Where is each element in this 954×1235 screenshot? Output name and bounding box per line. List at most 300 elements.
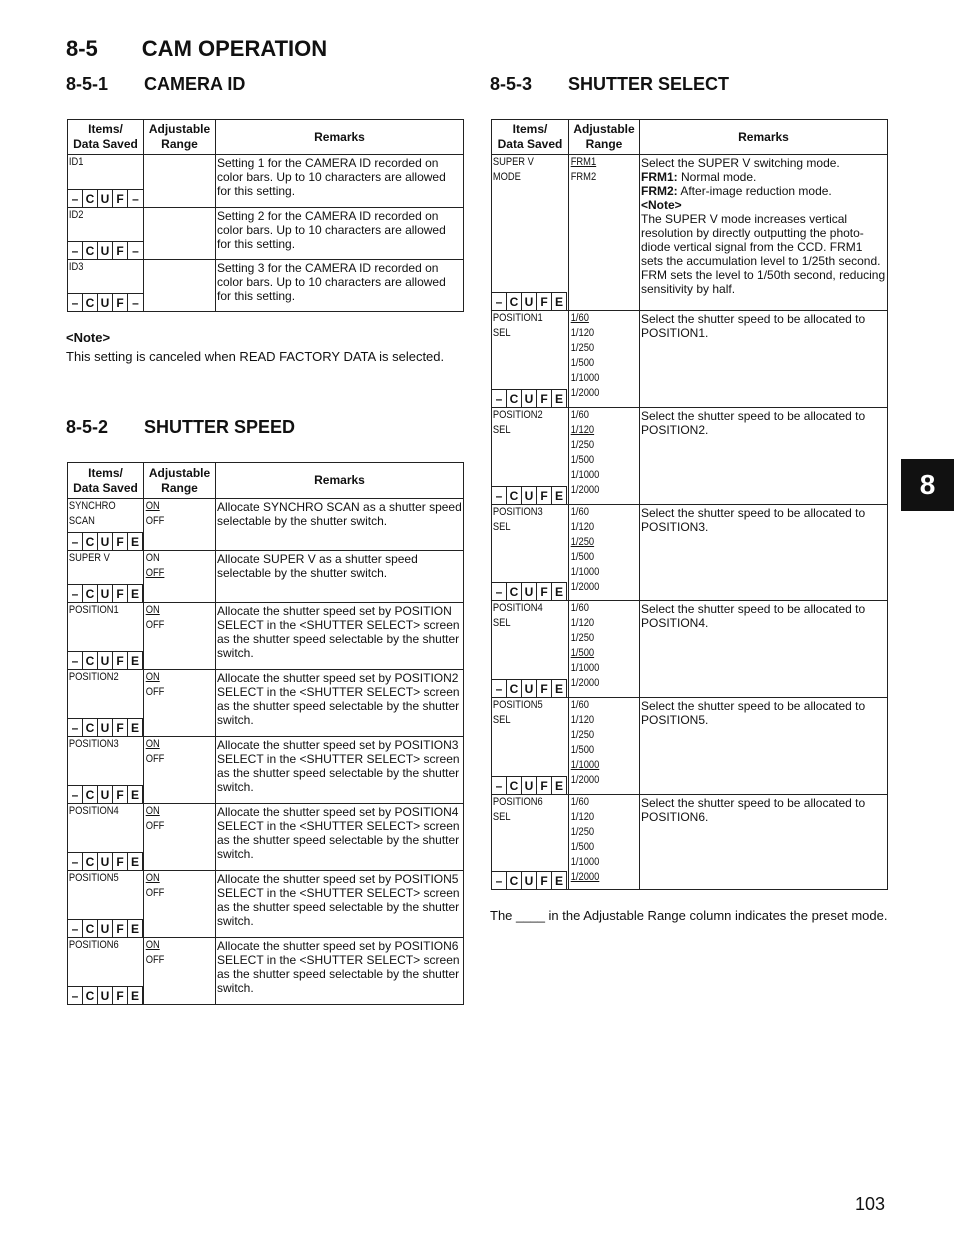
flag-cell: C — [83, 584, 98, 602]
data-saved-flags — [492, 582, 567, 600]
item-cell — [492, 311, 569, 408]
remarks-text: Allocate SUPER V as a shutter speed selectable by the shutter switch. — [217, 552, 418, 580]
flag-cell: U — [98, 651, 113, 669]
remarks-text: Allocate the shutter speed set by POSITION5 SELECT in the <SHUTTER SELECT> screen as the shutter speed selectable by the shutter switch. — [217, 872, 460, 928]
table-row — [68, 871, 464, 938]
range-option-preset: 1/250 — [570, 536, 595, 548]
range-option: 1/120 — [570, 811, 595, 823]
table-row — [492, 408, 888, 505]
flag-cell: U — [98, 986, 113, 1004]
flag-cell: C — [83, 986, 98, 1004]
range-cell — [569, 795, 640, 890]
item-name-line: POSITION6 — [492, 796, 543, 808]
range-option-preset: 1/60 — [570, 312, 589, 324]
flag-cell: – — [492, 776, 507, 794]
header-range: Adjustable Range — [144, 463, 216, 499]
flag-cell: U — [522, 389, 537, 407]
item-name: ID1 — [68, 156, 84, 168]
shutter-speed-table — [67, 462, 464, 1005]
range-option: 1/1000 — [570, 372, 600, 384]
range-option: 1/500 — [570, 551, 595, 563]
range-option: 1/500 — [570, 454, 595, 466]
range-option: 1/120 — [570, 714, 595, 726]
remarks-plain: Normal mode. — [677, 170, 757, 184]
flag-cell: U — [98, 785, 113, 803]
flag-cell: U — [98, 919, 113, 937]
item-name — [492, 601, 557, 631]
table-row — [68, 938, 464, 1005]
table-row — [68, 670, 464, 737]
item-name — [68, 551, 132, 566]
flag-cell: U — [522, 776, 537, 794]
flag-cell: F — [113, 986, 128, 1004]
item-cell — [492, 601, 569, 698]
range-option: 1/250 — [570, 632, 595, 644]
remarks-text: Setting 3 for the CAMERA ID recorded on color bars. Up to 10 characters are allowed for this setting. — [217, 261, 446, 303]
flag-cell: U — [98, 241, 113, 259]
remarks-cell — [640, 408, 888, 505]
range-cell — [144, 603, 216, 670]
remarks-line — [641, 184, 886, 198]
range-option-preset: ON — [145, 939, 160, 951]
preset-footnote: The ____ in the Adjustable Range column indicates the preset mode. — [490, 908, 888, 923]
flag-cell: – — [68, 532, 83, 550]
flag-cell: U — [522, 486, 537, 504]
range-option: 1/60 — [570, 506, 589, 518]
range-option: 1/250 — [570, 439, 595, 451]
data-saved-flags — [492, 486, 567, 504]
range-option: 1/1000 — [570, 469, 600, 481]
table-row — [68, 737, 464, 804]
camera-id-table — [67, 119, 464, 312]
flag-cell: E — [128, 986, 143, 1004]
flag-cell: C — [83, 651, 98, 669]
flag-cell: – — [68, 241, 83, 259]
table-row — [68, 155, 464, 208]
table-row — [492, 505, 888, 601]
section-heading-camera-id: 8-5-1 CAMERA ID — [66, 74, 246, 94]
flag-cell: F — [113, 532, 128, 550]
flag-cell: C — [507, 389, 522, 407]
remarks-text: Select the shutter speed to be allocated to POSITION3. — [641, 506, 866, 534]
item-name — [492, 408, 557, 438]
item-cell — [492, 505, 569, 601]
remarks-cell — [216, 670, 464, 737]
item-name-line: SYNCHRO — [68, 500, 116, 512]
flag-cell: – — [128, 189, 143, 207]
chapter-tab: 8 — [901, 459, 954, 511]
flag-cell: C — [507, 776, 522, 794]
item-name-line: POSITION5 — [68, 872, 119, 884]
range-option: 1/120 — [570, 617, 595, 629]
note-heading: <Note> — [66, 330, 111, 345]
item-name-line: SEL — [492, 521, 511, 533]
item-name: ID3 — [68, 261, 84, 273]
data-saved-flags — [68, 189, 158, 207]
range-option: 1/2000 — [570, 581, 600, 593]
remarks-cell — [640, 795, 888, 890]
data-saved-flags — [68, 986, 143, 1004]
remarks-text: Setting 2 for the CAMERA ID recorded on color bars. Up to 10 characters are allowed for this setting. — [217, 209, 446, 251]
range-option: 1/2000 — [570, 484, 600, 496]
page-title: 8-5 CAM OPERATION — [66, 36, 328, 61]
remarks-text: Select the shutter speed to be allocated to POSITION4. — [641, 602, 866, 630]
item-name — [492, 155, 557, 185]
range-option: 1/500 — [570, 744, 595, 756]
data-saved-flags — [492, 871, 567, 889]
range-option: 1/1000 — [570, 566, 600, 578]
item-cell — [68, 871, 144, 938]
data-saved-flags — [68, 532, 143, 550]
item-cell — [492, 698, 569, 795]
flag-cell: C — [507, 871, 522, 889]
range-option: OFF — [145, 515, 165, 527]
flag-cell: E — [128, 785, 143, 803]
table-row — [68, 208, 464, 260]
remarks-text: Allocate the shutter speed set by POSITION2 SELECT in the <SHUTTER SELECT> screen as the shutter speed selectable by the shutter switch. — [217, 671, 460, 727]
flag-cell: E — [128, 651, 143, 669]
page-number: 103 — [855, 1194, 886, 1214]
item-cell — [68, 551, 144, 603]
remarks-cell — [216, 499, 464, 551]
table-row — [68, 551, 464, 603]
item-name — [68, 804, 132, 819]
range-option: 1/60 — [570, 796, 589, 808]
flag-cell: F — [113, 919, 128, 937]
flag-cell: – — [68, 852, 83, 870]
flag-cell: U — [522, 582, 537, 600]
range-option: FRM2 — [570, 171, 597, 183]
flag-cell: C — [83, 785, 98, 803]
flag-cell: – — [68, 293, 83, 311]
range-option: 1/2000 — [570, 677, 600, 689]
flag-cell: F — [537, 389, 552, 407]
flag-cell: – — [68, 718, 83, 736]
remarks-line — [641, 170, 886, 184]
table-row — [492, 698, 888, 795]
flag-cell: – — [68, 651, 83, 669]
flag-cell: F — [113, 852, 128, 870]
item-cell — [68, 938, 144, 1005]
flag-cell: C — [83, 189, 98, 207]
item-name-line: POSITION2 — [68, 671, 119, 683]
remarks-text: Allocate the shutter speed set by POSITION SELECT in the <SHUTTER SELECT> screen as the shutter speed selectable by the shutter switch. — [217, 604, 460, 660]
remarks-text: Allocate the shutter speed set by POSITION3 SELECT in the <SHUTTER SELECT> screen as the shutter speed selectable by the shutter switch. — [217, 738, 460, 794]
item-name-line: POSITION4 — [492, 602, 543, 614]
remarks-cell — [216, 155, 464, 208]
item-name-line: POSITION4 — [68, 805, 119, 817]
flag-cell: – — [68, 584, 83, 602]
item-name — [68, 603, 132, 618]
flag-cell: – — [68, 189, 83, 207]
flag-cell: – — [492, 292, 507, 310]
flag-cell: C — [83, 919, 98, 937]
table-row — [68, 804, 464, 871]
range-option: 1/120 — [570, 327, 595, 339]
section-heading-shutter-select: 8-5-3 SHUTTER SELECT — [490, 74, 730, 94]
data-saved-flags — [68, 718, 143, 736]
item-name-line: SEL — [492, 327, 511, 339]
data-saved-flags — [68, 651, 143, 669]
flag-cell: E — [128, 852, 143, 870]
item-name — [68, 938, 132, 953]
item-name-line: POSITION2 — [492, 409, 543, 421]
range-cell — [144, 499, 216, 551]
item-name-line: SUPER V — [492, 156, 534, 168]
flag-cell: F — [113, 584, 128, 602]
flag-cell: C — [507, 486, 522, 504]
range-option-preset: OFF — [145, 567, 165, 579]
range-cell — [569, 155, 640, 311]
range-cell — [569, 601, 640, 698]
remarks-cell — [216, 871, 464, 938]
remarks-line — [641, 156, 886, 170]
range-cell — [144, 551, 216, 603]
flag-cell: F — [113, 293, 128, 311]
item-name-line: POSITION1 — [68, 604, 119, 616]
item-cell — [68, 670, 144, 737]
range-option: 1/250 — [570, 342, 595, 354]
flag-cell: C — [83, 241, 98, 259]
table-row — [492, 795, 888, 890]
flag-cell: E — [128, 532, 143, 550]
item-name-line: POSITION3 — [492, 506, 543, 518]
flag-cell: C — [507, 582, 522, 600]
table-row — [492, 601, 888, 698]
flag-cell: F — [113, 651, 128, 669]
range-option: 1/120 — [570, 521, 595, 533]
data-saved-flags — [492, 292, 567, 310]
flag-cell: – — [128, 241, 143, 259]
remarks-cell — [216, 804, 464, 871]
flag-cell: – — [68, 785, 83, 803]
item-name — [68, 499, 132, 529]
data-saved-flags — [68, 241, 158, 259]
table-row — [492, 311, 888, 408]
flag-cell: E — [552, 776, 567, 794]
range-option: 1/2000 — [570, 387, 600, 399]
range-cell — [569, 408, 640, 505]
flag-cell: E — [552, 582, 567, 600]
flag-cell: – — [492, 389, 507, 407]
table-row — [68, 603, 464, 670]
header-remarks: Remarks — [640, 120, 888, 155]
item-cell — [68, 208, 144, 260]
header-remarks: Remarks — [216, 463, 464, 499]
range-option-preset: ON — [145, 500, 160, 512]
range-option: 1/60 — [570, 602, 589, 614]
flag-cell: U — [98, 532, 113, 550]
shutter-select-table — [491, 119, 888, 890]
range-option: 1/250 — [570, 729, 595, 741]
remarks-cell — [216, 938, 464, 1005]
flag-cell: C — [83, 293, 98, 311]
remarks-bold: FRM1: — [641, 170, 678, 184]
range-option-preset: ON — [145, 872, 160, 884]
flag-cell: F — [113, 189, 128, 207]
data-saved-flags — [492, 776, 567, 794]
table-row — [68, 260, 464, 312]
range-cell — [569, 311, 640, 408]
item-cell — [68, 737, 144, 804]
range-option: OFF — [145, 954, 165, 966]
range-option: 1/2000 — [570, 774, 600, 786]
data-saved-flags — [68, 852, 143, 870]
header-range: Adjustable Range — [569, 120, 640, 155]
remarks-line — [641, 198, 886, 212]
flag-cell: F — [537, 871, 552, 889]
flag-cell: E — [552, 486, 567, 504]
item-name-line: MODE — [492, 171, 521, 183]
range-option-preset: ON — [145, 805, 160, 817]
item-name-line: SEL — [492, 617, 511, 629]
flag-cell: F — [537, 582, 552, 600]
flag-cell: F — [537, 292, 552, 310]
range-option: 1/60 — [570, 699, 589, 711]
header-remarks: Remarks — [216, 120, 464, 155]
data-saved-flags — [68, 293, 158, 311]
range-option-preset: 1/500 — [570, 647, 595, 659]
flag-cell: – — [492, 582, 507, 600]
flag-cell: C — [507, 679, 522, 697]
range-option: OFF — [145, 820, 165, 832]
remarks-text: Allocate the shutter speed set by POSITION4 SELECT in the <SHUTTER SELECT> screen as the shutter speed selectable by the shutter switch. — [217, 805, 460, 861]
flag-cell: F — [113, 718, 128, 736]
flag-cell: – — [128, 293, 143, 311]
item-name-line: POSITION1 — [492, 312, 543, 324]
item-name — [68, 670, 132, 685]
item-name — [492, 795, 557, 825]
header-range: Adjustable Range — [144, 120, 216, 155]
remarks-text: Select the shutter speed to be allocated to POSITION5. — [641, 699, 866, 727]
item-cell — [68, 603, 144, 670]
flag-cell: E — [128, 584, 143, 602]
item-cell — [492, 155, 569, 311]
remarks-text: Setting 1 for the CAMERA ID recorded on color bars. Up to 10 characters are allowed for this setting. — [217, 156, 446, 198]
range-option: OFF — [145, 887, 165, 899]
range-option: 1/60 — [570, 409, 589, 421]
item-name-line: POSITION6 — [68, 939, 119, 951]
flag-cell: – — [68, 919, 83, 937]
remarks-text: Select the shutter speed to be allocated to POSITION6. — [641, 796, 866, 824]
item-name-line: SUPER V — [68, 552, 110, 564]
range-option-preset: ON — [145, 604, 160, 616]
remarks-cell — [216, 737, 464, 804]
remarks-cell — [640, 155, 888, 311]
header-items: Items/ Data Saved — [492, 120, 569, 155]
range-cell — [569, 505, 640, 601]
range-option: OFF — [145, 619, 165, 631]
item-cell — [68, 260, 144, 312]
remarks-cell — [216, 208, 464, 260]
range-cell — [144, 670, 216, 737]
remarks-text: Select the shutter speed to be allocated to POSITION1. — [641, 312, 866, 340]
range-option: OFF — [145, 686, 165, 698]
flag-cell: F — [113, 241, 128, 259]
flag-cell: U — [522, 292, 537, 310]
item-name-line: SEL — [492, 811, 511, 823]
item-cell — [68, 499, 144, 551]
flag-cell: C — [83, 852, 98, 870]
range-option-preset: ON — [145, 671, 160, 683]
item-cell — [492, 408, 569, 505]
flag-cell: F — [537, 486, 552, 504]
range-option: 1/1000 — [570, 856, 600, 868]
range-option: ON — [145, 552, 160, 564]
remarks-plain: After-image reduction mode. — [677, 184, 832, 198]
data-saved-flags — [68, 584, 143, 602]
item-name — [492, 505, 557, 535]
table-row — [68, 499, 464, 551]
range-option-preset: FRM1 — [570, 156, 597, 168]
remarks-text: Allocate SYNCHRO SCAN as a shutter speed selectable by the shutter switch. — [217, 500, 462, 528]
item-name-line: SCAN — [68, 515, 95, 527]
data-saved-flags — [68, 919, 143, 937]
flag-cell: F — [537, 776, 552, 794]
flag-cell: F — [537, 679, 552, 697]
item-name-line: SEL — [492, 424, 511, 436]
item-name — [68, 737, 132, 752]
range-cell — [569, 698, 640, 795]
header-items: Items/ Data Saved — [68, 120, 144, 155]
remarks-cell — [640, 505, 888, 601]
item-cell — [68, 155, 144, 208]
remarks-cell — [640, 601, 888, 698]
range-option-preset: 1/120 — [570, 424, 595, 436]
flag-cell: E — [552, 871, 567, 889]
item-name — [492, 698, 557, 728]
flag-cell: U — [98, 852, 113, 870]
remarks-text: Allocate the shutter speed set by POSITION6 SELECT in the <SHUTTER SELECT> screen as the shutter speed selectable by the shutter switch. — [217, 939, 460, 995]
item-name — [68, 871, 132, 886]
flag-cell: E — [552, 292, 567, 310]
remarks-cell — [640, 311, 888, 408]
item-name: ID2 — [68, 209, 84, 221]
item-name-line: POSITION3 — [68, 738, 119, 750]
remarks-text — [640, 155, 887, 296]
flag-cell: E — [552, 679, 567, 697]
item-cell — [68, 804, 144, 871]
remarks-plain: The SUPER V mode increases vertical resolution by directly outputting the photo-diode vertical signal from the CCD. FRM1 sets the accumulation level to 1/25th second. FRM sets the level to 1/50th second, reducing sensitivity by half. — [641, 212, 886, 296]
remarks-text: Select the shutter speed to be allocated to POSITION2. — [641, 409, 866, 437]
flag-cell: – — [492, 486, 507, 504]
range-cell — [144, 938, 216, 1005]
flag-cell: U — [98, 718, 113, 736]
range-option-preset: ON — [145, 738, 160, 750]
range-option: OFF — [145, 753, 165, 765]
remarks-cell — [216, 551, 464, 603]
remarks-bold: <Note> — [641, 198, 682, 212]
remarks-plain: Select the SUPER V switching mode. — [641, 156, 840, 170]
data-saved-flags — [492, 389, 567, 407]
flag-cell: – — [68, 986, 83, 1004]
item-name-line: POSITION5 — [492, 699, 543, 711]
range-option: 1/250 — [570, 826, 595, 838]
flag-cell: C — [83, 718, 98, 736]
flag-cell: U — [98, 293, 113, 311]
flag-cell: C — [83, 532, 98, 550]
remarks-line — [641, 212, 886, 296]
range-cell — [144, 804, 216, 871]
flag-cell: C — [507, 292, 522, 310]
header-items: Items/ Data Saved — [68, 463, 144, 499]
item-cell — [492, 795, 569, 890]
flag-cell: E — [128, 718, 143, 736]
range-option: 1/500 — [570, 357, 595, 369]
flag-cell: E — [128, 919, 143, 937]
range-option-preset: 1/2000 — [570, 871, 600, 883]
data-saved-flags — [68, 785, 143, 803]
